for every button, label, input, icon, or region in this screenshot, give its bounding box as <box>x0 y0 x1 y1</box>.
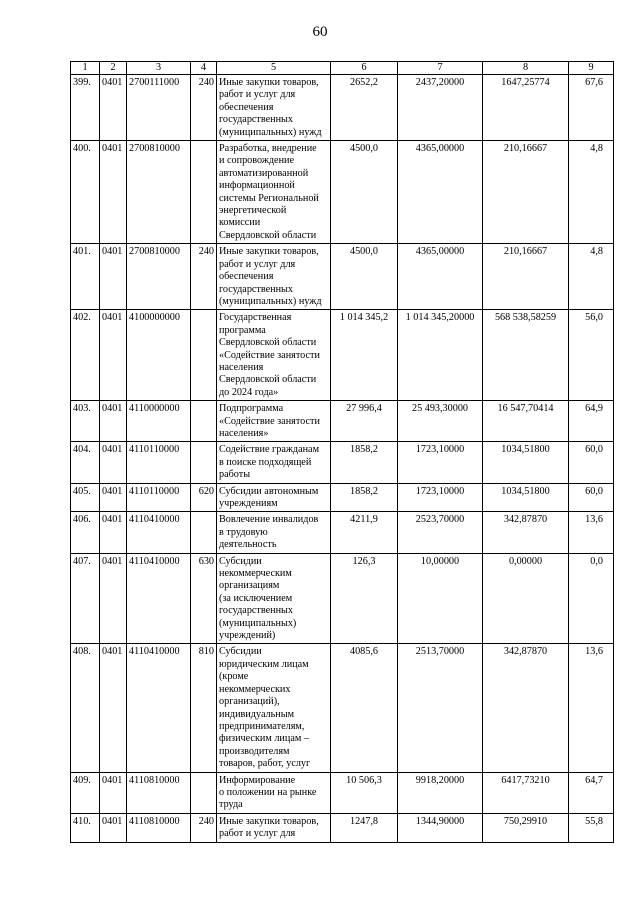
col-header: 6 <box>331 62 398 75</box>
approved-amount: 1 014 345,20000 <box>398 310 483 401</box>
target-article-code: 4110110000 <box>127 442 191 483</box>
planned-amount: 1247,8 <box>331 813 398 842</box>
planned-amount: 27 996,4 <box>331 401 398 442</box>
item-name: Информирование о положении на рынке труда <box>217 772 331 813</box>
row-number: 407. <box>71 553 100 644</box>
approved-amount: 1723,10000 <box>398 483 483 512</box>
expense-type-code: 630 <box>191 553 217 644</box>
item-name: Субсидии автономным учреждениям <box>217 483 331 512</box>
section-code: 0401 <box>100 75 127 141</box>
approved-amount: 9918,20000 <box>398 772 483 813</box>
executed-amount: 210,16667 <box>483 244 569 310</box>
execution-percent: 60,0 <box>569 442 614 483</box>
execution-percent: 67,6 <box>569 75 614 141</box>
executed-amount: 16 547,70414 <box>483 401 569 442</box>
row-number: 408. <box>71 644 100 772</box>
expense-type-code: 810 <box>191 644 217 772</box>
expense-type-code: 240 <box>191 244 217 310</box>
table-row <box>71 442 614 483</box>
item-name: Субсидии некоммерческим организациям (за исключением государственных (муниципальных) учреждений) <box>217 553 331 644</box>
planned-amount: 4085,6 <box>331 644 398 772</box>
planned-amount: 1 014 345,2 <box>331 310 398 401</box>
budget-table <box>70 61 614 843</box>
expense-type-code <box>191 141 217 244</box>
execution-percent: 55,8 <box>569 813 614 842</box>
expense-type-code <box>191 442 217 483</box>
target-article-code: 4110410000 <box>127 512 191 553</box>
table-row <box>71 141 614 244</box>
approved-amount: 4365,00000 <box>398 244 483 310</box>
table-row <box>71 401 614 442</box>
execution-percent: 13,6 <box>569 512 614 553</box>
table-body <box>71 75 614 843</box>
table-row <box>71 483 614 512</box>
col-header: 4 <box>191 62 217 75</box>
section-code: 0401 <box>100 512 127 553</box>
col-header: 8 <box>483 62 569 75</box>
execution-percent: 4,8 <box>569 244 614 310</box>
executed-amount: 342,87870 <box>483 512 569 553</box>
section-code: 0401 <box>100 553 127 644</box>
execution-percent: 64,9 <box>569 401 614 442</box>
target-article-code: 4100000000 <box>127 310 191 401</box>
expense-type-code: 620 <box>191 483 217 512</box>
executed-amount: 568 538,58259 <box>483 310 569 401</box>
approved-amount: 1344,90000 <box>398 813 483 842</box>
section-code: 0401 <box>100 244 127 310</box>
approved-amount: 25 493,30000 <box>398 401 483 442</box>
col-header: 5 <box>217 62 331 75</box>
expense-type-code <box>191 401 217 442</box>
section-code: 0401 <box>100 401 127 442</box>
execution-percent: 4,8 <box>569 141 614 244</box>
approved-amount: 2437,20000 <box>398 75 483 141</box>
row-number: 404. <box>71 442 100 483</box>
target-article-code: 4110410000 <box>127 644 191 772</box>
expense-type-code: 240 <box>191 75 217 141</box>
header-row <box>71 62 614 75</box>
item-name: Разработка, внедрение и сопровождение автоматизированной информационной системы Региональной энергетической комиссии Свердловской области <box>217 141 331 244</box>
table-row <box>71 772 614 813</box>
item-name: Иные закупки товаров, работ и услуг для обеспечения государственных (муниципальных) нужд <box>217 75 331 141</box>
row-number: 400. <box>71 141 100 244</box>
target-article-code: 2700111000 <box>127 75 191 141</box>
target-article-code: 4110410000 <box>127 553 191 644</box>
expense-type-code <box>191 772 217 813</box>
section-code: 0401 <box>100 483 127 512</box>
page-number: 60 <box>312 24 328 40</box>
row-number: 402. <box>71 310 100 401</box>
execution-percent: 56,0 <box>569 310 614 401</box>
expense-type-code: 240 <box>191 813 217 842</box>
expense-type-code <box>191 512 217 553</box>
planned-amount: 1858,2 <box>331 442 398 483</box>
planned-amount: 10 506,3 <box>331 772 398 813</box>
col-header: 7 <box>398 62 483 75</box>
target-article-code: 4110000000 <box>127 401 191 442</box>
row-number: 410. <box>71 813 100 842</box>
item-name: Подпрограмма «Содействие занятости населения» <box>217 401 331 442</box>
approved-amount: 2513,70000 <box>398 644 483 772</box>
approved-amount: 1723,10000 <box>398 442 483 483</box>
executed-amount: 1647,25774 <box>483 75 569 141</box>
row-number: 405. <box>71 483 100 512</box>
approved-amount: 4365,00000 <box>398 141 483 244</box>
table-row <box>71 512 614 553</box>
planned-amount: 4500,0 <box>331 244 398 310</box>
table-row <box>71 75 614 141</box>
item-name: Содействие гражданам в поиске подходящей работы <box>217 442 331 483</box>
table-row <box>71 644 614 772</box>
section-code: 0401 <box>100 644 127 772</box>
target-article-code: 2700810000 <box>127 141 191 244</box>
section-code: 0401 <box>100 141 127 244</box>
section-code: 0401 <box>100 442 127 483</box>
executed-amount: 750,29910 <box>483 813 569 842</box>
planned-amount: 2652,2 <box>331 75 398 141</box>
execution-percent: 60,0 <box>569 483 614 512</box>
section-code: 0401 <box>100 813 127 842</box>
row-number: 403. <box>71 401 100 442</box>
planned-amount: 1858,2 <box>331 483 398 512</box>
execution-percent: 13,6 <box>569 644 614 772</box>
planned-amount: 126,3 <box>331 553 398 644</box>
planned-amount: 4500,0 <box>331 141 398 244</box>
executed-amount: 210,16667 <box>483 141 569 244</box>
target-article-code: 4110810000 <box>127 772 191 813</box>
executed-amount: 1034,51800 <box>483 442 569 483</box>
item-name: Вовлечение инвалидов в трудовую деятельность <box>217 512 331 553</box>
row-number: 409. <box>71 772 100 813</box>
planned-amount: 4211,9 <box>331 512 398 553</box>
table-row <box>71 553 614 644</box>
execution-percent: 64,7 <box>569 772 614 813</box>
executed-amount: 6417,73210 <box>483 772 569 813</box>
executed-amount: 342,87870 <box>483 644 569 772</box>
section-code: 0401 <box>100 772 127 813</box>
executed-amount: 1034,51800 <box>483 483 569 512</box>
col-header: 1 <box>71 62 100 75</box>
approved-amount: 2523,70000 <box>398 512 483 553</box>
row-number: 401. <box>71 244 100 310</box>
execution-percent: 0,0 <box>569 553 614 644</box>
col-header: 2 <box>100 62 127 75</box>
table-row <box>71 310 614 401</box>
item-name: Государственная программа Свердловской области «Содействие занятости населения Свердловской области до 2024 года» <box>217 310 331 401</box>
target-article-code: 4110810000 <box>127 813 191 842</box>
executed-amount: 0,00000 <box>483 553 569 644</box>
table-row <box>71 813 614 842</box>
item-name: Иные закупки товаров, работ и услуг для <box>217 813 331 842</box>
row-number: 406. <box>71 512 100 553</box>
item-name: Иные закупки товаров, работ и услуг для обеспечения государственных (муниципальных) нужд <box>217 244 331 310</box>
col-header: 3 <box>127 62 191 75</box>
section-code: 0401 <box>100 310 127 401</box>
expense-type-code <box>191 310 217 401</box>
item-name: Субсидии юридическим лицам (кроме некоммерческих организаций), индивидуальным предпринимателям, физическим лицам – производителям товаров, работ, услуг <box>217 644 331 772</box>
target-article-code: 2700810000 <box>127 244 191 310</box>
target-article-code: 4110110000 <box>127 483 191 512</box>
approved-amount: 10,00000 <box>398 553 483 644</box>
table-row <box>71 244 614 310</box>
col-header: 9 <box>569 62 614 75</box>
row-number: 399. <box>71 75 100 141</box>
